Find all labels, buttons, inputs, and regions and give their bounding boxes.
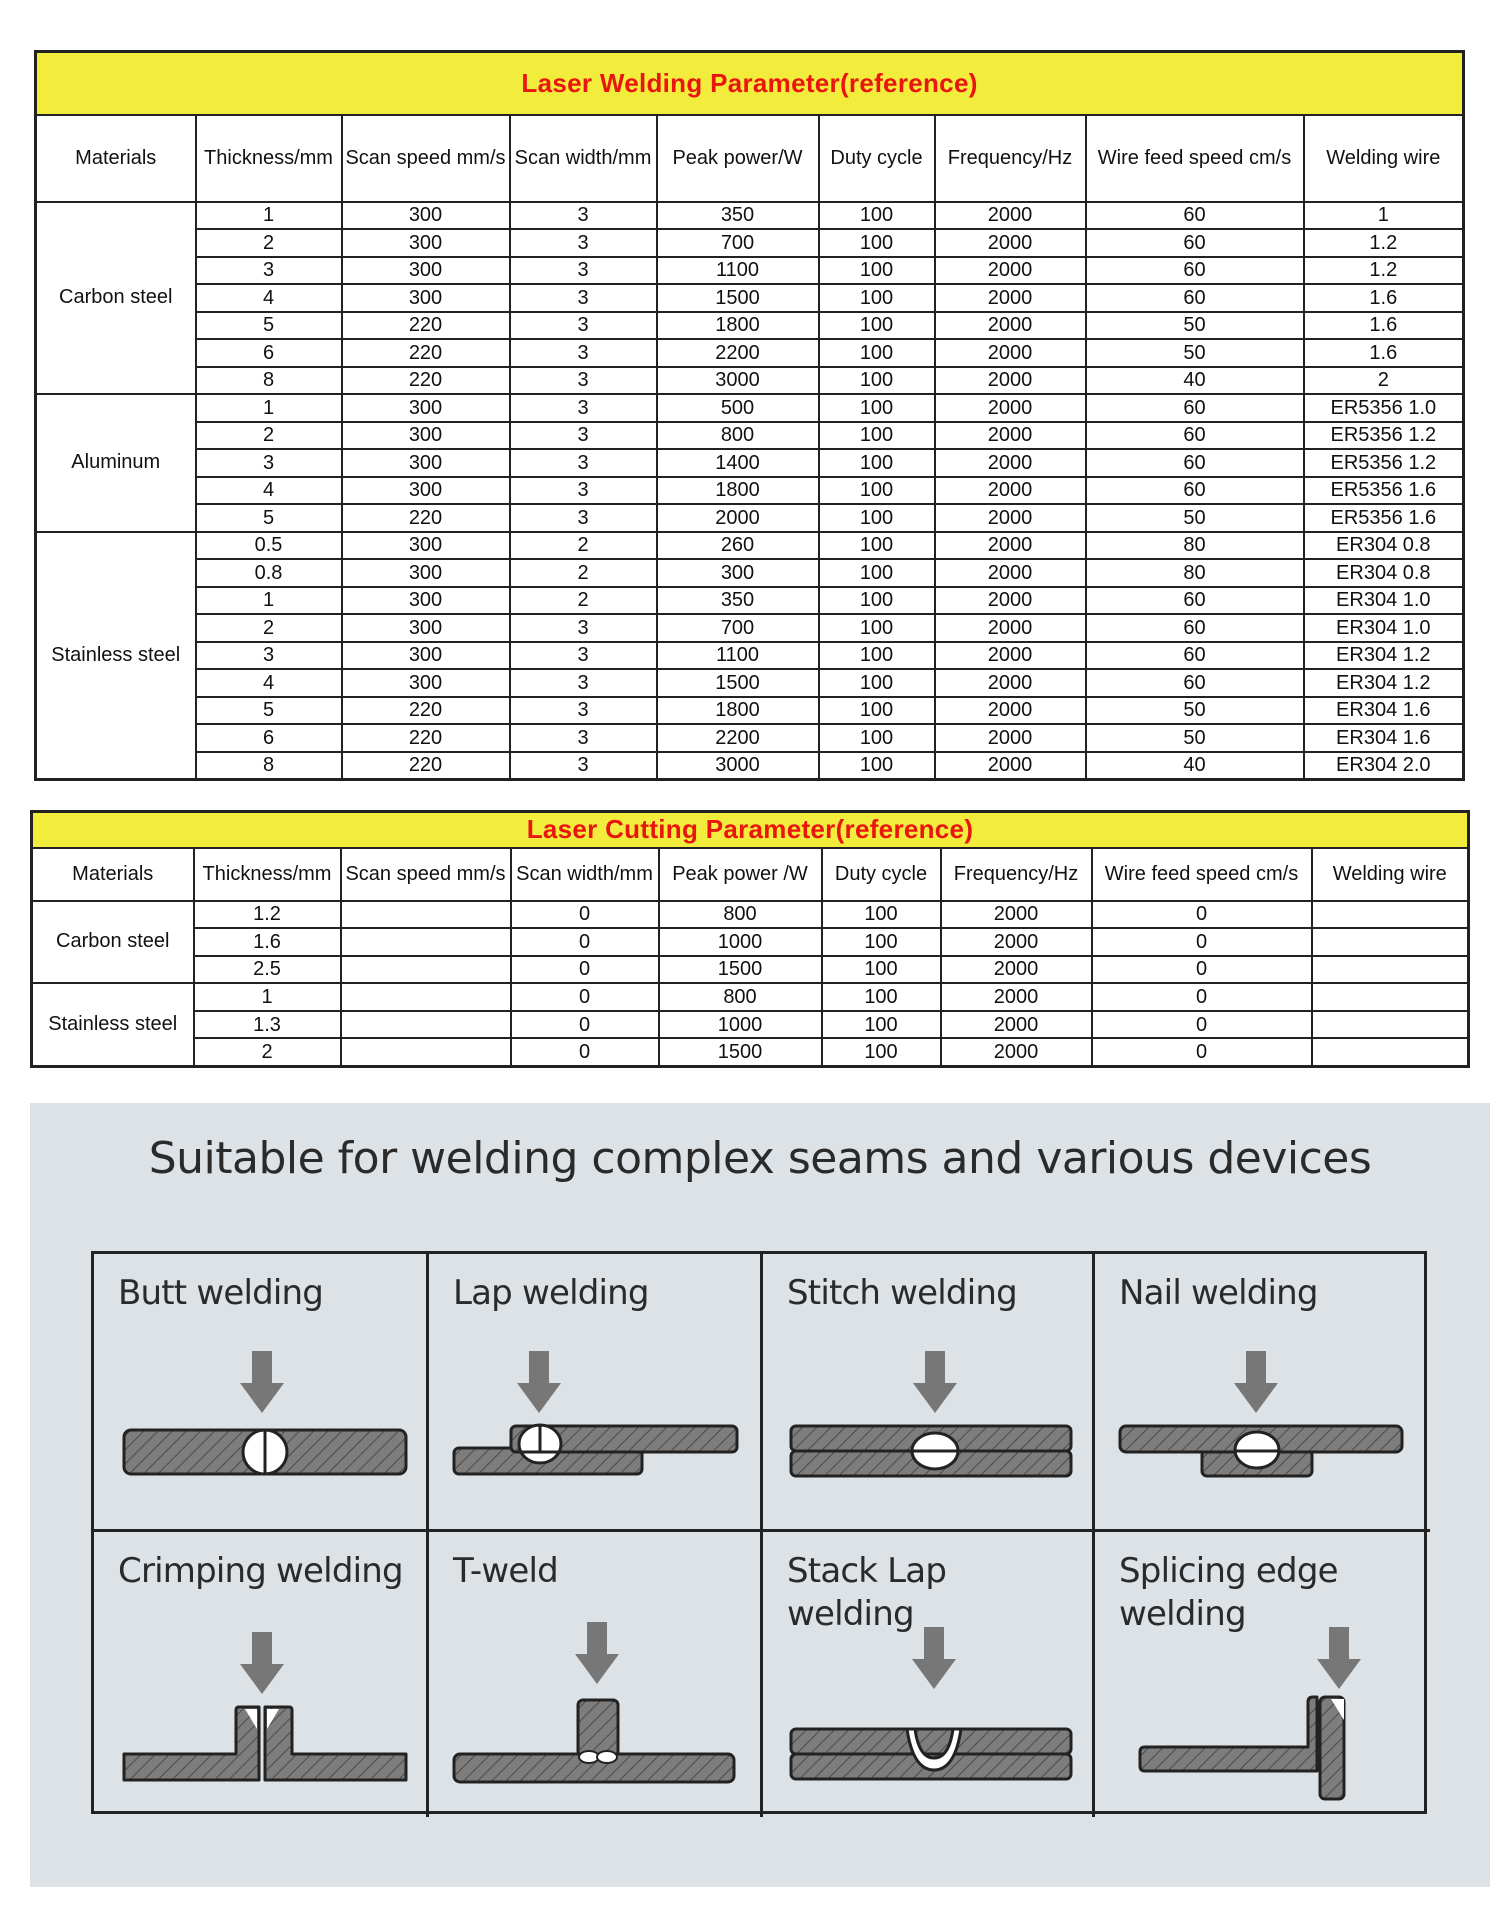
- value-cell: 2000: [935, 477, 1086, 505]
- value-cell: 2000: [941, 983, 1092, 1011]
- value-cell: 4: [196, 669, 342, 697]
- value-cell: 60: [1086, 257, 1304, 285]
- value-cell: 2: [1304, 367, 1464, 395]
- value-cell: 3: [510, 339, 657, 367]
- table-row: [36, 202, 1464, 230]
- value-cell: 500: [657, 394, 819, 422]
- welding-types-grid: [91, 1251, 1427, 1814]
- value-cell: 2: [196, 229, 342, 257]
- table-row: [36, 669, 1464, 697]
- value-cell: 0: [511, 1038, 659, 1066]
- value-cell: 100: [819, 394, 935, 422]
- table-row: [36, 394, 1464, 422]
- lap-weld-diagram-icon: [429, 1254, 761, 1529]
- value-cell: 300: [342, 394, 510, 422]
- value-cell: 2000: [935, 587, 1086, 615]
- value-cell: 2: [510, 532, 657, 560]
- value-cell: 1.2: [1304, 229, 1464, 257]
- table-row: [32, 956, 1469, 984]
- value-cell: 60: [1086, 587, 1304, 615]
- table-row: [36, 367, 1464, 395]
- value-cell: 800: [657, 422, 819, 450]
- value-cell: 2000: [935, 532, 1086, 560]
- value-cell: 8: [196, 367, 342, 395]
- column-header: Scan width/mm: [510, 115, 657, 202]
- value-cell: 2000: [935, 202, 1086, 230]
- value-cell: 2200: [657, 339, 819, 367]
- value-cell: [341, 983, 511, 1011]
- nail-weld-diagram-icon: [1095, 1254, 1427, 1529]
- value-cell: 2000: [935, 312, 1086, 340]
- table-row: [36, 312, 1464, 340]
- value-cell: 2000: [935, 257, 1086, 285]
- column-header: Duty cycle: [822, 848, 941, 901]
- value-cell: 3: [196, 257, 342, 285]
- value-cell: 2: [510, 587, 657, 615]
- table-row: [36, 697, 1464, 725]
- value-cell: 100: [822, 901, 941, 929]
- value-cell: 1800: [657, 312, 819, 340]
- table-row: [36, 422, 1464, 450]
- material-cell: Carbon steel: [32, 901, 194, 984]
- value-cell: 1400: [657, 449, 819, 477]
- value-cell: ER304 1.6: [1304, 697, 1464, 725]
- value-cell: 100: [819, 422, 935, 450]
- value-cell: 1: [1304, 202, 1464, 230]
- value-cell: 2000: [935, 752, 1086, 780]
- column-header: Peak power /W: [659, 848, 822, 901]
- value-cell: 4: [196, 284, 342, 312]
- table-row: [36, 532, 1464, 560]
- value-cell: [341, 956, 511, 984]
- value-cell: 300: [342, 532, 510, 560]
- value-cell: 2000: [935, 339, 1086, 367]
- welding-type-label: Nail welding: [1119, 1273, 1318, 1313]
- value-cell: 300: [342, 257, 510, 285]
- value-cell: 100: [819, 257, 935, 285]
- welding-type-label: T-weld: [453, 1551, 558, 1591]
- value-cell: 1: [194, 983, 341, 1011]
- value-cell: ER304 2.0: [1304, 752, 1464, 780]
- table-row: [36, 284, 1464, 312]
- table-row: [32, 901, 1469, 929]
- value-cell: 100: [819, 202, 935, 230]
- value-cell: ER304 1.2: [1304, 642, 1464, 670]
- value-cell: 2000: [935, 669, 1086, 697]
- value-cell: 3: [510, 697, 657, 725]
- value-cell: 0: [511, 983, 659, 1011]
- value-cell: 2000: [935, 724, 1086, 752]
- value-cell: 3: [510, 669, 657, 697]
- value-cell: 0: [511, 901, 659, 929]
- column-header: Scan speed mm/s: [341, 848, 511, 901]
- value-cell: 2200: [657, 724, 819, 752]
- value-cell: 3: [510, 394, 657, 422]
- value-cell: 50: [1086, 339, 1304, 367]
- value-cell: 1800: [657, 477, 819, 505]
- welding-type-nail: [1095, 1254, 1430, 1532]
- value-cell: 3: [510, 257, 657, 285]
- column-header: Welding wire: [1304, 115, 1464, 202]
- value-cell: 2: [196, 422, 342, 450]
- value-cell: [1312, 901, 1469, 929]
- value-cell: 100: [822, 956, 941, 984]
- value-cell: [1312, 928, 1469, 956]
- value-cell: 300: [342, 229, 510, 257]
- laser-cutting-parameter-table: [30, 810, 1470, 1068]
- value-cell: 4: [196, 477, 342, 505]
- table-row: [36, 504, 1464, 532]
- column-header: Scan width/mm: [511, 848, 659, 901]
- value-cell: 300: [342, 614, 510, 642]
- column-header: Wire feed speed cm/s: [1092, 848, 1312, 901]
- value-cell: ER5356 1.6: [1304, 504, 1464, 532]
- value-cell: 60: [1086, 614, 1304, 642]
- welding-type-label: Lap welding: [453, 1273, 649, 1313]
- value-cell: 5: [196, 504, 342, 532]
- table-row: [36, 477, 1464, 505]
- value-cell: 8: [196, 752, 342, 780]
- value-cell: 300: [342, 449, 510, 477]
- welding-type-label: Butt welding: [118, 1273, 324, 1313]
- value-cell: [341, 901, 511, 929]
- value-cell: 100: [819, 752, 935, 780]
- value-cell: 100: [819, 449, 935, 477]
- value-cell: [1312, 1038, 1469, 1066]
- table-row: [32, 928, 1469, 956]
- value-cell: 2000: [941, 901, 1092, 929]
- material-cell: Stainless steel: [36, 532, 196, 780]
- value-cell: 100: [819, 724, 935, 752]
- value-cell: 700: [657, 614, 819, 642]
- value-cell: 300: [342, 559, 510, 587]
- value-cell: 60: [1086, 394, 1304, 422]
- value-cell: 3: [510, 229, 657, 257]
- value-cell: 2000: [941, 1038, 1092, 1066]
- value-cell: 100: [819, 532, 935, 560]
- value-cell: 100: [822, 983, 941, 1011]
- value-cell: 3: [510, 312, 657, 340]
- value-cell: 2000: [935, 449, 1086, 477]
- value-cell: 1000: [659, 928, 822, 956]
- value-cell: 3: [510, 504, 657, 532]
- value-cell: ER304 0.8: [1304, 532, 1464, 560]
- column-header: Thickness/mm: [194, 848, 341, 901]
- value-cell: ER304 1.0: [1304, 614, 1464, 642]
- table-row: [32, 983, 1469, 1011]
- value-cell: 60: [1086, 669, 1304, 697]
- table-row: [36, 642, 1464, 670]
- value-cell: 3: [510, 477, 657, 505]
- value-cell: 1500: [659, 956, 822, 984]
- value-cell: 1100: [657, 257, 819, 285]
- value-cell: 1.6: [1304, 312, 1464, 340]
- value-cell: 100: [819, 367, 935, 395]
- value-cell: [341, 1038, 511, 1066]
- value-cell: 100: [822, 1038, 941, 1066]
- value-cell: 60: [1086, 284, 1304, 312]
- table-row: [32, 1038, 1469, 1066]
- value-cell: 2000: [941, 928, 1092, 956]
- welding-type-stitch: [763, 1254, 1095, 1532]
- value-cell: 5: [196, 697, 342, 725]
- value-cell: ER5356 1.2: [1304, 449, 1464, 477]
- splicing-edge-weld-diagram-icon: [1095, 1532, 1427, 1814]
- value-cell: 3000: [657, 367, 819, 395]
- value-cell: 2000: [935, 229, 1086, 257]
- value-cell: 60: [1086, 477, 1304, 505]
- column-header: Frequency/Hz: [941, 848, 1092, 901]
- value-cell: 300: [342, 202, 510, 230]
- value-cell: 80: [1086, 532, 1304, 560]
- welding-type-stack-lap: [763, 1532, 1095, 1817]
- column-header: Materials: [36, 115, 196, 202]
- value-cell: 50: [1086, 724, 1304, 752]
- value-cell: 260: [657, 532, 819, 560]
- value-cell: 3: [510, 614, 657, 642]
- value-cell: 700: [657, 229, 819, 257]
- welding-type-butt: [94, 1254, 429, 1532]
- welding-type-crimping: [94, 1532, 429, 1817]
- table-title: Laser Cutting Parameter(reference): [32, 812, 1469, 848]
- panel-heading: Suitable for welding complex seams and various devices: [148, 1133, 1372, 1184]
- table-row: [36, 587, 1464, 615]
- table-row: [36, 724, 1464, 752]
- value-cell: 1.6: [1304, 284, 1464, 312]
- value-cell: 220: [342, 367, 510, 395]
- value-cell: 2: [196, 614, 342, 642]
- table-row: [36, 614, 1464, 642]
- value-cell: [1312, 956, 1469, 984]
- value-cell: 100: [819, 339, 935, 367]
- value-cell: 100: [822, 928, 941, 956]
- value-cell: ER5356 1.6: [1304, 477, 1464, 505]
- value-cell: 220: [342, 697, 510, 725]
- value-cell: 220: [342, 339, 510, 367]
- value-cell: ER304 1.6: [1304, 724, 1464, 752]
- value-cell: 80: [1086, 559, 1304, 587]
- value-cell: 40: [1086, 367, 1304, 395]
- value-cell: 2000: [935, 559, 1086, 587]
- value-cell: 3: [510, 284, 657, 312]
- value-cell: 1.6: [1304, 339, 1464, 367]
- value-cell: 2000: [935, 642, 1086, 670]
- value-cell: 1.2: [194, 901, 341, 929]
- value-cell: 2000: [935, 394, 1086, 422]
- value-cell: 100: [819, 312, 935, 340]
- value-cell: 1500: [657, 669, 819, 697]
- value-cell: 3: [196, 449, 342, 477]
- value-cell: 60: [1086, 642, 1304, 670]
- value-cell: 50: [1086, 504, 1304, 532]
- value-cell: 1.6: [194, 928, 341, 956]
- value-cell: 1: [196, 587, 342, 615]
- table-row: [36, 752, 1464, 780]
- value-cell: 2000: [935, 367, 1086, 395]
- butt-weld-diagram-icon: [94, 1254, 426, 1529]
- value-cell: 1.3: [194, 1011, 341, 1039]
- laser-welding-parameter-table: [34, 50, 1465, 781]
- value-cell: 50: [1086, 312, 1304, 340]
- welding-type-lap: [429, 1254, 763, 1532]
- value-cell: 100: [819, 284, 935, 312]
- column-header: Welding wire: [1312, 848, 1469, 901]
- value-cell: 40: [1086, 752, 1304, 780]
- value-cell: 2000: [935, 697, 1086, 725]
- value-cell: 6: [196, 724, 342, 752]
- value-cell: 1100: [657, 642, 819, 670]
- value-cell: [1312, 1011, 1469, 1039]
- value-cell: 800: [659, 983, 822, 1011]
- value-cell: 100: [819, 229, 935, 257]
- value-cell: 100: [819, 477, 935, 505]
- value-cell: 300: [657, 559, 819, 587]
- table-row: [36, 229, 1464, 257]
- value-cell: 1.2: [1304, 257, 1464, 285]
- value-cell: 3: [196, 642, 342, 670]
- table-row: [36, 559, 1464, 587]
- welding-type-label: Stitch welding: [787, 1273, 1017, 1313]
- value-cell: 0: [1092, 1011, 1312, 1039]
- value-cell: 2000: [935, 284, 1086, 312]
- value-cell: 3: [510, 642, 657, 670]
- value-cell: 60: [1086, 449, 1304, 477]
- value-cell: 3: [510, 449, 657, 477]
- value-cell: ER304 0.8: [1304, 559, 1464, 587]
- value-cell: 0: [1092, 901, 1312, 929]
- value-cell: 0.8: [196, 559, 342, 587]
- table-row: [36, 257, 1464, 285]
- value-cell: [341, 928, 511, 956]
- value-cell: 220: [342, 504, 510, 532]
- value-cell: 2000: [657, 504, 819, 532]
- value-cell: 0: [511, 956, 659, 984]
- value-cell: 100: [819, 614, 935, 642]
- value-cell: 800: [659, 901, 822, 929]
- column-header: Frequency/Hz: [935, 115, 1086, 202]
- value-cell: 0: [1092, 956, 1312, 984]
- value-cell: 1500: [657, 284, 819, 312]
- welding-type-splicing-edge: [1095, 1532, 1430, 1817]
- value-cell: 3: [510, 752, 657, 780]
- value-cell: 2000: [935, 614, 1086, 642]
- value-cell: 1500: [659, 1038, 822, 1066]
- value-cell: 1000: [659, 1011, 822, 1039]
- stack-lap-weld-diagram-icon: [763, 1532, 1095, 1814]
- value-cell: 3: [510, 422, 657, 450]
- column-header: Thickness/mm: [196, 115, 342, 202]
- value-cell: ER304 1.0: [1304, 587, 1464, 615]
- welding-type-label: Stack Lap welding: [787, 1551, 947, 1634]
- value-cell: 1800: [657, 697, 819, 725]
- welding-type-t-weld: [429, 1532, 763, 1817]
- material-cell: Stainless steel: [32, 983, 194, 1066]
- value-cell: 220: [342, 312, 510, 340]
- value-cell: 0: [1092, 983, 1312, 1011]
- value-cell: 2: [194, 1038, 341, 1066]
- value-cell: 300: [342, 477, 510, 505]
- value-cell: 350: [657, 202, 819, 230]
- t-weld-diagram-icon: [429, 1532, 761, 1814]
- table-title: Laser Welding Parameter(reference): [36, 52, 1464, 115]
- value-cell: 1: [196, 394, 342, 422]
- value-cell: 3: [510, 367, 657, 395]
- value-cell: 0.5: [196, 532, 342, 560]
- value-cell: ER5356 1.0: [1304, 394, 1464, 422]
- value-cell: ER304 1.2: [1304, 669, 1464, 697]
- material-cell: Carbon steel: [36, 202, 196, 395]
- value-cell: ER5356 1.2: [1304, 422, 1464, 450]
- welding-types-panel: [30, 1103, 1490, 1887]
- table-row: [36, 339, 1464, 367]
- value-cell: 350: [657, 587, 819, 615]
- value-cell: [341, 1011, 511, 1039]
- value-cell: 2000: [935, 422, 1086, 450]
- stitch-weld-diagram-icon: [763, 1254, 1095, 1529]
- value-cell: 100: [819, 559, 935, 587]
- value-cell: 2.5: [194, 956, 341, 984]
- column-header: Wire feed speed cm/s: [1086, 115, 1304, 202]
- table-row: [36, 449, 1464, 477]
- value-cell: 300: [342, 669, 510, 697]
- value-cell: [1312, 983, 1469, 1011]
- value-cell: 100: [819, 642, 935, 670]
- value-cell: 220: [342, 752, 510, 780]
- value-cell: 50: [1086, 697, 1304, 725]
- value-cell: 300: [342, 642, 510, 670]
- value-cell: 300: [342, 587, 510, 615]
- value-cell: 3000: [657, 752, 819, 780]
- value-cell: 2000: [935, 504, 1086, 532]
- value-cell: 60: [1086, 422, 1304, 450]
- value-cell: 2: [510, 559, 657, 587]
- value-cell: 5: [196, 312, 342, 340]
- value-cell: 100: [822, 1011, 941, 1039]
- welding-type-label: Crimping welding: [118, 1551, 403, 1591]
- value-cell: 2000: [941, 1011, 1092, 1039]
- value-cell: 300: [342, 422, 510, 450]
- value-cell: 0: [1092, 928, 1312, 956]
- value-cell: 300: [342, 284, 510, 312]
- value-cell: 100: [819, 697, 935, 725]
- value-cell: 6: [196, 339, 342, 367]
- column-header: Materials: [32, 848, 194, 901]
- value-cell: 60: [1086, 202, 1304, 230]
- value-cell: 100: [819, 504, 935, 532]
- value-cell: 0: [511, 1011, 659, 1039]
- value-cell: 100: [819, 587, 935, 615]
- value-cell: 3: [510, 724, 657, 752]
- column-header: Scan speed mm/s: [342, 115, 510, 202]
- column-header: Duty cycle: [819, 115, 935, 202]
- value-cell: 60: [1086, 229, 1304, 257]
- value-cell: 2000: [941, 956, 1092, 984]
- column-header: Peak power/W: [657, 115, 819, 202]
- value-cell: 0: [1092, 1038, 1312, 1066]
- value-cell: 3: [510, 202, 657, 230]
- table-row: [32, 1011, 1469, 1039]
- value-cell: 1: [196, 202, 342, 230]
- value-cell: 0: [511, 928, 659, 956]
- material-cell: Aluminum: [36, 394, 196, 532]
- value-cell: 100: [819, 669, 935, 697]
- crimping-weld-diagram-icon: [94, 1532, 426, 1814]
- value-cell: 220: [342, 724, 510, 752]
- welding-type-label: Splicing edge welding: [1119, 1551, 1338, 1634]
